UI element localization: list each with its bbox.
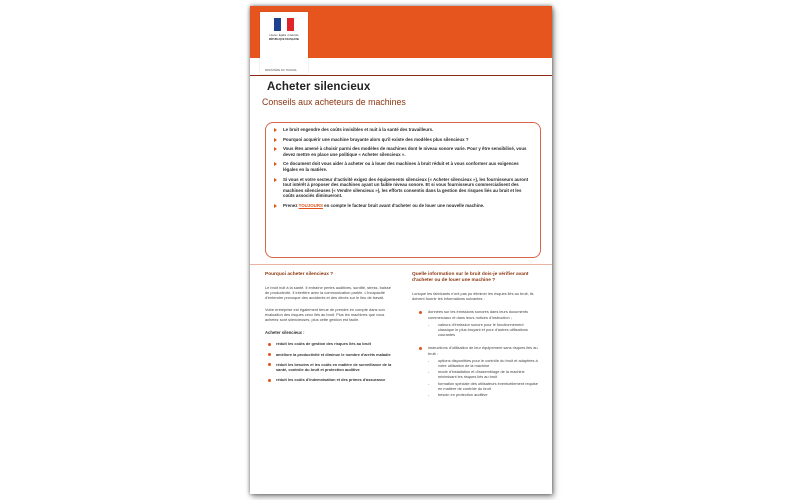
- page-subtitle: Conseils aux acheteurs de machines: [262, 97, 406, 107]
- right-intro: Lorsque les fabricants n'ont pas pu éliminer les risques liés au bruit, ils doivent fournir les informations suivantes :: [412, 291, 534, 302]
- right-column: [412, 272, 538, 398]
- dash-bullet-icon: -: [428, 321, 430, 327]
- key-point: Si vous et votre secteur d'activité exigez des équipements silencieux (« Acheter silencieux »), les fournisseurs auront tout intérêt à proposer des machines ayant un faible niveau sonore. Et si vous fournisseurs commercialisent des machines silencieuses (« Vendre silencieux »), les efforts consentis dans la gestion des risques liés au bruit et les coûts associés diminueront.: [274, 177, 532, 199]
- arrow-bullet-icon: [274, 204, 277, 208]
- bullet-icon: [268, 363, 271, 366]
- benefit-item: réduit les besoins et les coûts en matière de surveillance de la santé, contrôle du bruit et protection auditive: [265, 362, 393, 372]
- document-page: [250, 6, 552, 494]
- info-item: instructions d'utilisation de leur équipement sans risques liés au bruit :: [412, 345, 538, 355]
- section-divider: [250, 264, 552, 265]
- info-subitem: - mode d'installation et d'assemblage de la machine minimisant les risques liés au bruit: [428, 369, 525, 380]
- benefit-item: réduit les coûts de gestion des risques liés au bruit: [265, 341, 393, 346]
- dash-bullet-icon: -: [428, 392, 430, 398]
- key-point: Le bruit engendre des coûts invisibles et nuit à la santé des travailleurs.: [274, 127, 532, 133]
- page-title: Acheter silencieux: [267, 81, 371, 93]
- dash-bullet-icon: -: [428, 380, 430, 386]
- key-point: Vous êtes amené à choisir parmi des modèles de machines dont le niveau sonore varie. Pour y être sensibilisé, vous devez mettre en place une politique « Acheter silencieux ».: [274, 146, 532, 157]
- key-point-last: Prenez TOUJOURS en compte le facteur bruit avant d'acheter ou de louer une nouvelle machine.: [274, 203, 532, 209]
- republic-logo: [260, 12, 308, 74]
- toujours-emphasis: TOUJOURS: [298, 202, 323, 208]
- arrow-bullet-icon: [274, 147, 277, 151]
- left-paragraph: Votre entreprise est également tenue de prendre en compte dans son évaluation des risques ceux liés au bruit. Plus les machines que vous achetez sont silencieuses, plus cette gestion est facile.: [265, 306, 385, 323]
- bullet-icon: [268, 379, 271, 382]
- right-heading: Quelle information sur le bruit dois-je vérifier avant d'acheter ou de louer une machine ?: [412, 272, 529, 283]
- info-subitem: - besoin en protection auditive: [428, 392, 488, 398]
- bullet-icon: [419, 311, 422, 314]
- arrow-bullet-icon: [274, 138, 277, 142]
- bullet-icon: [419, 347, 422, 350]
- key-points-box: [265, 122, 541, 258]
- dash-bullet-icon: -: [428, 357, 430, 363]
- left-paragraph: Le bruit nuit à la santé. Il entraîne pertes auditives, surdité, stress, baisse de productivité. Il interfère avec la communication parlée. L'incapacité d'entendre provoque des accidents et des décès sur le lieu de travail.: [265, 285, 391, 301]
- bullet-icon: [268, 353, 271, 356]
- benefit-item: réduit les coûts d'indemnisation et des primes d'assurance: [265, 377, 393, 382]
- arrow-bullet-icon: [274, 178, 277, 182]
- flag-icon: [274, 18, 294, 31]
- acheter-label: Acheter silencieux :: [265, 330, 305, 336]
- key-point: Pourquoi acquérir une machine bruyante alors qu'il existe des modèles plus silencieux ?: [274, 137, 532, 143]
- info-item: données sur les émissions sonores dans leurs documents commerciaux et dans leurs notices d'instruction ;: [412, 309, 538, 319]
- header-rule: [250, 75, 552, 76]
- info-subitem: - valeurs d'émission sonore pour le fonctionnement classique le plus bruyant et pour d'autres utilisations courantes: [428, 321, 528, 338]
- arrow-bullet-icon: [274, 162, 277, 166]
- info-subitem: - formation spéciale des utilisateurs éventuellement requise en matière de contrôle du bruit: [428, 380, 538, 391]
- left-column: [265, 272, 393, 387]
- logo-motto: Liberté • Égalité • Fraternité: [269, 34, 299, 37]
- info-subitem: - options disponibles pour le contrôle du bruit et adaptées à votre utilisation de la machine: [428, 357, 538, 369]
- key-point: Ce document doit vous aider à acheter ou à louer des machines à bruit réduit et à vous conformer aux exigences légales en la matière.: [274, 161, 532, 172]
- dash-bullet-icon: -: [428, 369, 430, 375]
- bullet-icon: [268, 343, 271, 346]
- ministry-label: MINISTÈRE DU TRAVAIL: [265, 68, 298, 72]
- benefit-item: améliore la productivité et diminue le nombre d'arrêts maladie: [265, 352, 393, 357]
- left-heading: Pourquoi acheter silencieux ?: [265, 272, 334, 277]
- logo-republic: RÉPUBLIQUE FRANÇAISE: [268, 38, 300, 41]
- arrow-bullet-icon: [274, 128, 277, 132]
